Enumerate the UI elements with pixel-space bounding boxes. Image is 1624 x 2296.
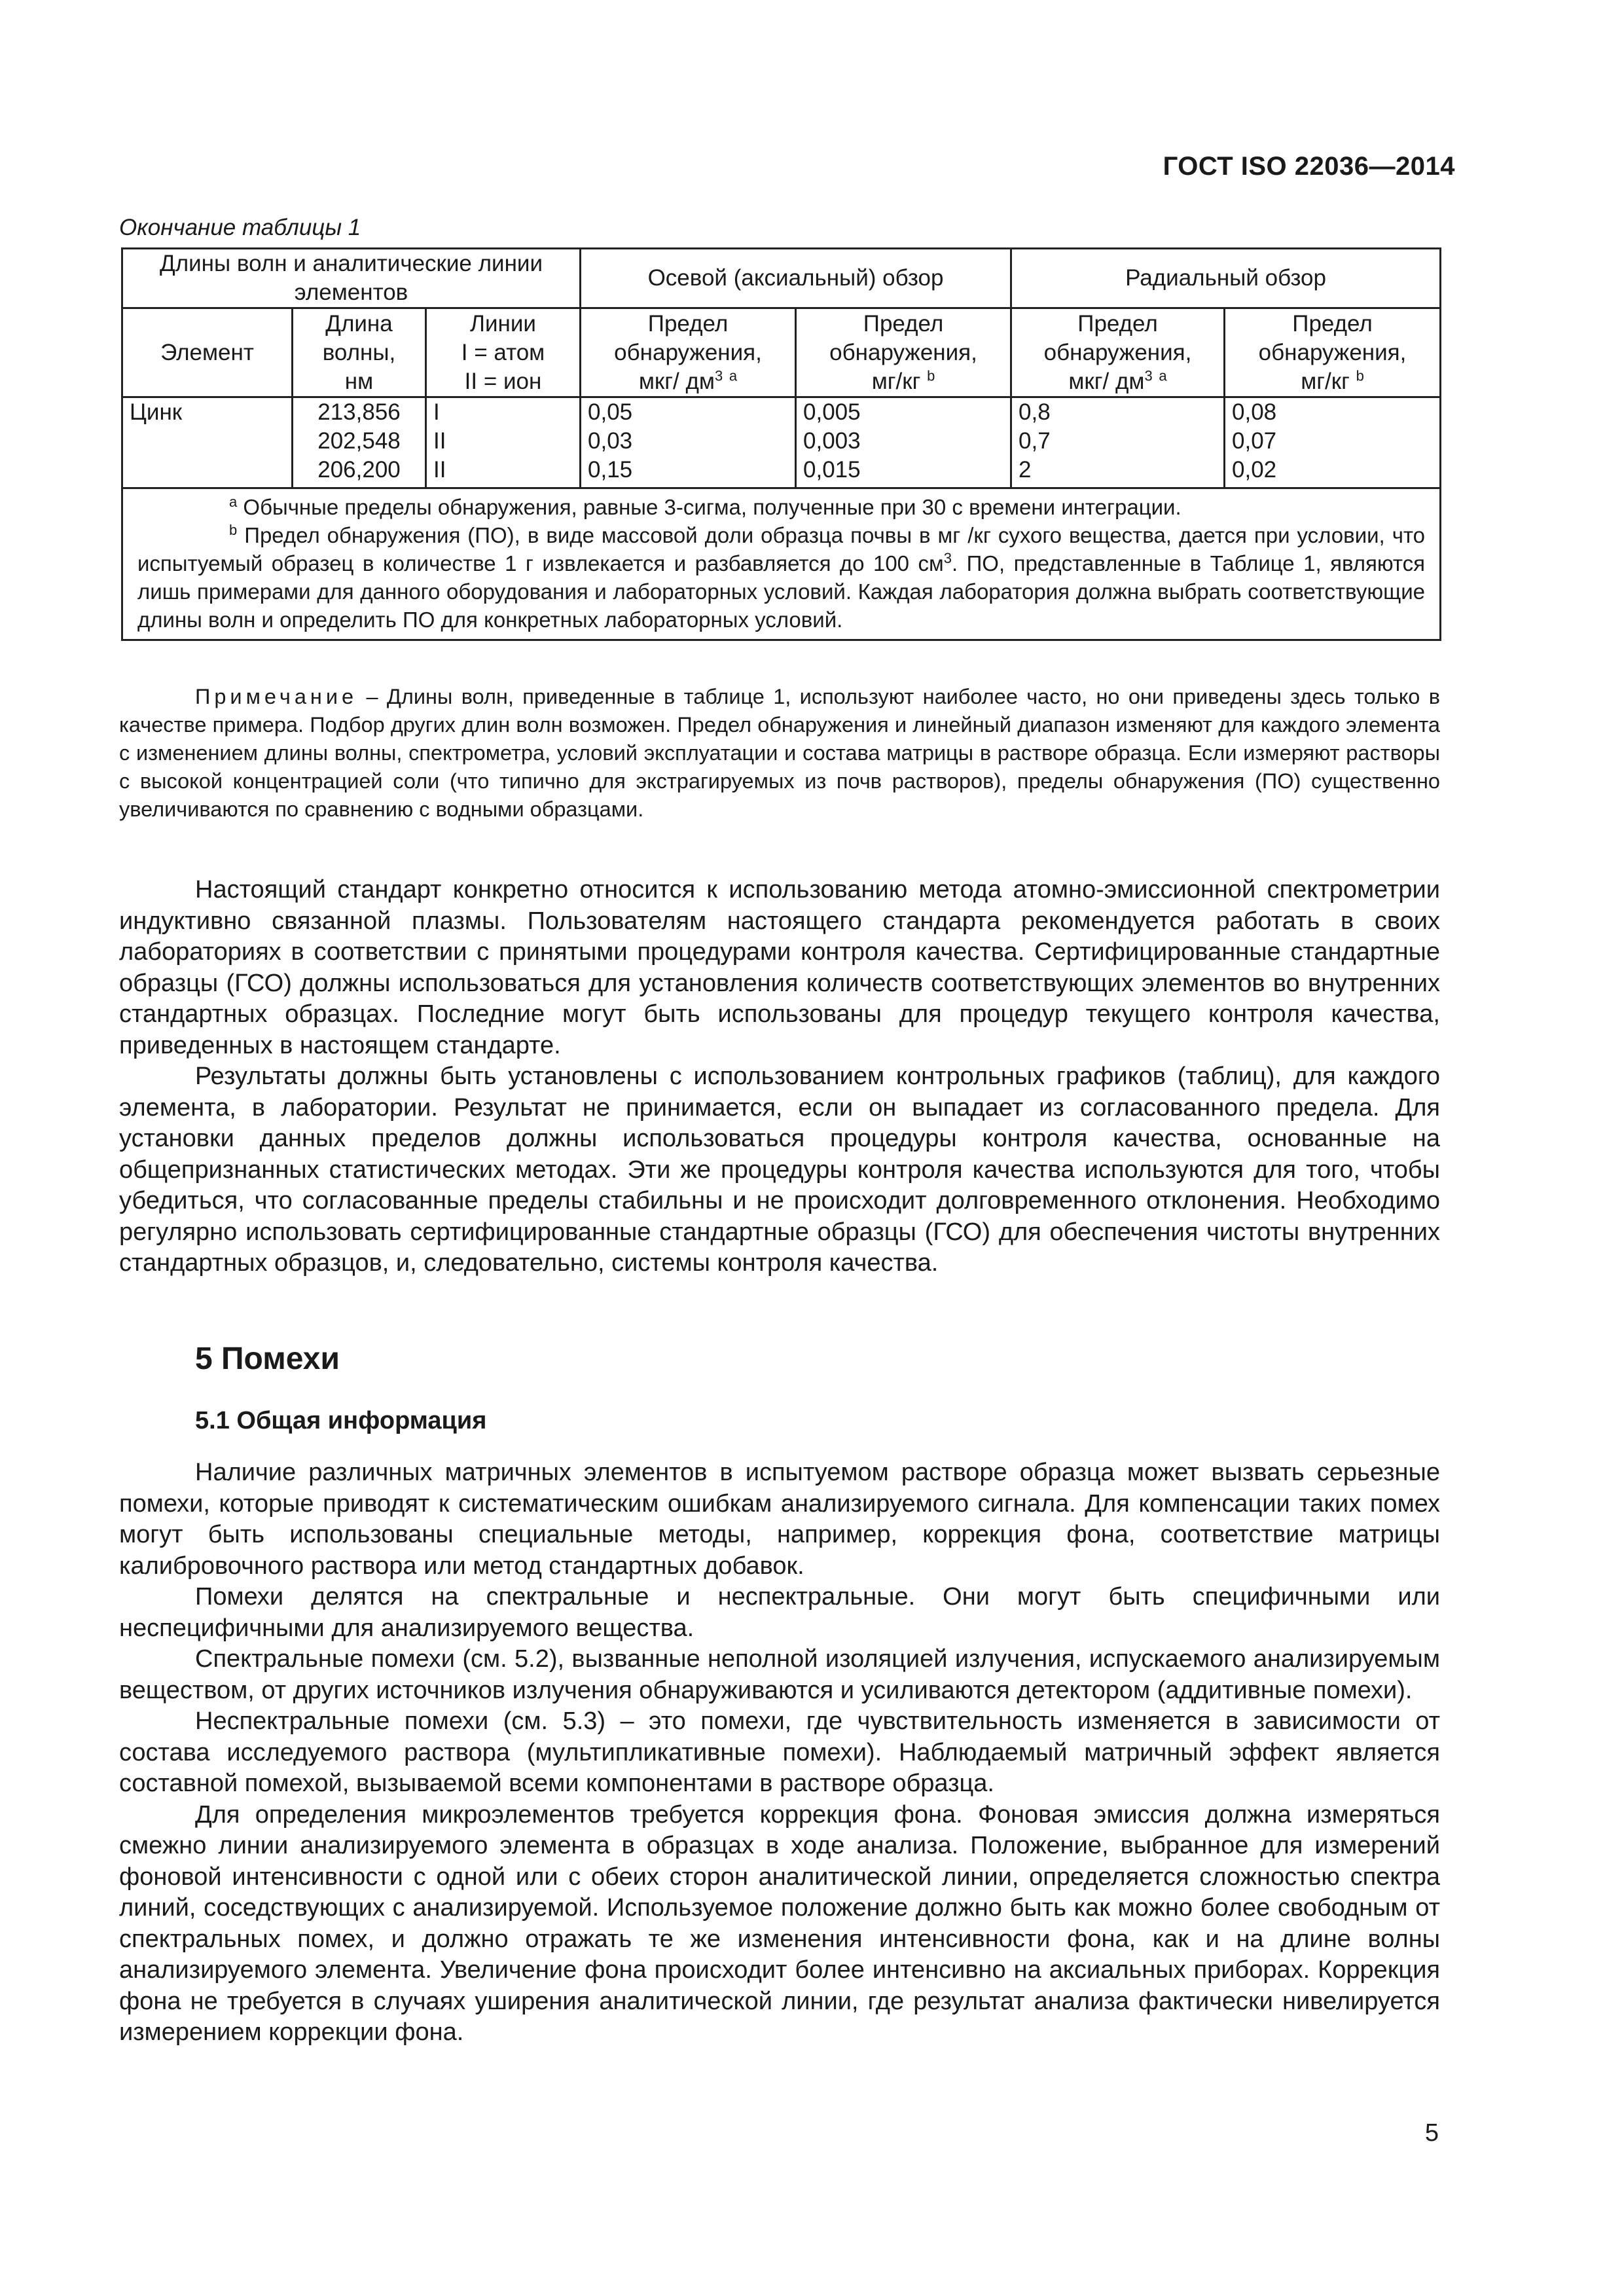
detection-limits-table [121,247,1441,641]
cell-axial-conc: 0,05 0,03 0,15 [581,397,796,488]
paragraph: Неспектральные помехи (см. 5.3) – это помехи, где чувствительность изменяется в зависимости от состава исследуемого раствора (мультипликативные помехи). Наблюдаемый матричный эффект является составной помехой, вызываемой всеми компонентами в растворе образца. [119,1707,1440,1797]
header-axial-lod-mass: Предел обнаружения, мг/кг $^b$ [796,308,1011,397]
paragraph: Для определения микроэлементов требуется коррекция фона. Фоновая эмиссия должна измеряться смежно линии анализируемого элемента в образцах в ходе анализа. Положение, выбранное для измерений фоновой интенсивности с одной или с обеих сторон аналитической линии, определяется сложностью спектра линий, соседствующих с анализируемой. Используемое положение должно быть как можно более свободным от спектральных помех, и должно отражать те же изменения интенсивности фона, как и на длине волны анализируемого элемента. Увеличение фона происходит более интенсивно на аксиальных приборах. Коррекция фона не требуется в случаях уширения аналитической линии, где результат анализа фактически нивелируется измерением коррекции фона. [119,1800,1440,2046]
paragraph: Помехи делятся на спектральные и неспектральные. Они могут быть специфичными или неспецифичными для анализируемого вещества. [119,1583,1440,1642]
paragraph: Наличие различных матричных элементов в испытуемом растворе образца может вызвать серьезные помехи, которые приводят к систематическим ошибкам анализируемого сигнала. Для компенсации таких помех могут быть использованы специальные методы, например, коррекция фона, соответствие матрицы калибровочного раствора или метод стандартных добавок. [119,1459,1440,1580]
footnote-a: $^a$ Обычные пределы обнаружения, равные 3-сигма, полученные при 30 с времени интеграции. [229,494,1182,519]
subsection-heading: 5.1 Общая информация [195,1407,487,1434]
table-row [122,397,1441,488]
header-element: Элемент [122,308,293,397]
table-note [119,683,1440,824]
table-footnotes [122,488,1441,640]
header-axial: Осевой (аксиальный) обзор [581,249,1011,308]
section-heading: 5 Помехи [195,1341,340,1376]
intro-text [119,875,1440,1279]
table-caption: Окончание таблицы 1 [119,215,361,240]
standard-designation: ГОСТ ISO 22036—2014 [1163,152,1455,181]
cell-radial-mass: 0,08 0,07 0,02 [1225,397,1441,488]
header-wavelengths: Длины волн и аналитические линии элементов [122,249,581,308]
paragraph: Спектральные помехи (см. 5.2), вызванные неполной изоляцией излучения, испускаемого анализируемым веществом, от других источников излучения обнаруживаются и усиливаются детектором (аддитивные помехи). [119,1645,1440,1704]
cell-radial-conc: 0,8 0,7 2 [1011,397,1225,488]
cell-element: Цинк [122,397,293,488]
cell-axial-mass: 0,005 0,003 0,015 [796,397,1011,488]
section-5-1-text [119,1457,1440,2049]
footnote-b: $^b$ Предел обнаружения (ПО), в виде массовой доли образца почвы в мг /кг сухого вещества, дается при условии, что испытуемый образец в количестве 1 г извлекается и разбавляется до 100 $см^3$. ПО, представленные в Таблице 1, являются лишь примерами для данного оборудования и лабораторных условий. Каждая лаборатория должна выбрать соответствующие длины волн и определить ПО для конкретных лабораторных условий. [137,522,1426,632]
header-lines: Линии I = атом II = ион [426,308,581,397]
cell-wavelengths: 213,856 202,548 206,200 [293,397,426,488]
paragraph: Результаты должны быть установлены с использованием контрольных графиков (таблиц), для каждого элемента, в лаборатории. Результат не принимается, если он выпадает из согласованного предела. Для установки данных пределов должны использоваться процедуры контроля качества, основанные на общепризнанных статистических методах. Эти же процедуры контроля качества используются для того, чтобы убедиться, что согласованные пределы стабильны и не происходит долговременного отклонения. Необходимо регулярно использовать сертифицированные стандартные образцы (ГСО) для обеспечения чистоты внутренних стандартных образцов, и, следовательно, системы контроля качества. [119,1063,1440,1277]
cell-lines: I II II [426,397,581,488]
note-label: Примечание [195,685,358,708]
header-axial-lod-conc: Предел обнаружения, мкг/ $дм^3$ $^a$ [581,308,796,397]
header-radial-lod-conc: Предел обнаружения, мкг/ $дм^3$ $^a$ [1011,308,1225,397]
note-text: – Длины волн, приведенные в таблице 1, используют наиболее часто, но они приведены здесь только в качестве примера. Подбор других длин волн возможен. Предел обнаружения и линейный диапазон изменяют для каждого элемента с изменением длины волны, спектрометра, условий эксплуатации и состава матрицы в растворе образца. Если измеряют растворы с высокой концентрацией соли (что типично для экстрагируемых из почв растворов), пределы обнаружения (ПО) существенно увеличиваются по сравнению с водными образцами. [119,685,1440,821]
table-group-header-row [122,249,1441,308]
table-column-header-row [122,308,1441,397]
page-number: 5 [1424,2119,1439,2147]
header-radial-lod-mass: Предел обнаружения, мг/кг $^b$ [1225,308,1441,397]
header-radial: Радиальный обзор [1011,249,1441,308]
table-footnotes-row [122,488,1441,640]
paragraph: Настоящий стандарт конкретно относится к использованию метода атомно-эмиссионной спектрометрии индуктивно связанной плазмы. Пользователям настоящего стандарта рекомендуется работать в своих лабораториях в соответствии с принятыми процедурами контроля качества. Сертифицированные стандартные образцы (ГСО) должны использоваться для установления количеств соответствующих элементов во внутренних стандартных образцах. Последние могут быть использованы для процедур текущего контроля качества, приведенных в настоящем стандарте. [119,876,1440,1059]
header-wavelength: Длина волны, нм [293,308,426,397]
